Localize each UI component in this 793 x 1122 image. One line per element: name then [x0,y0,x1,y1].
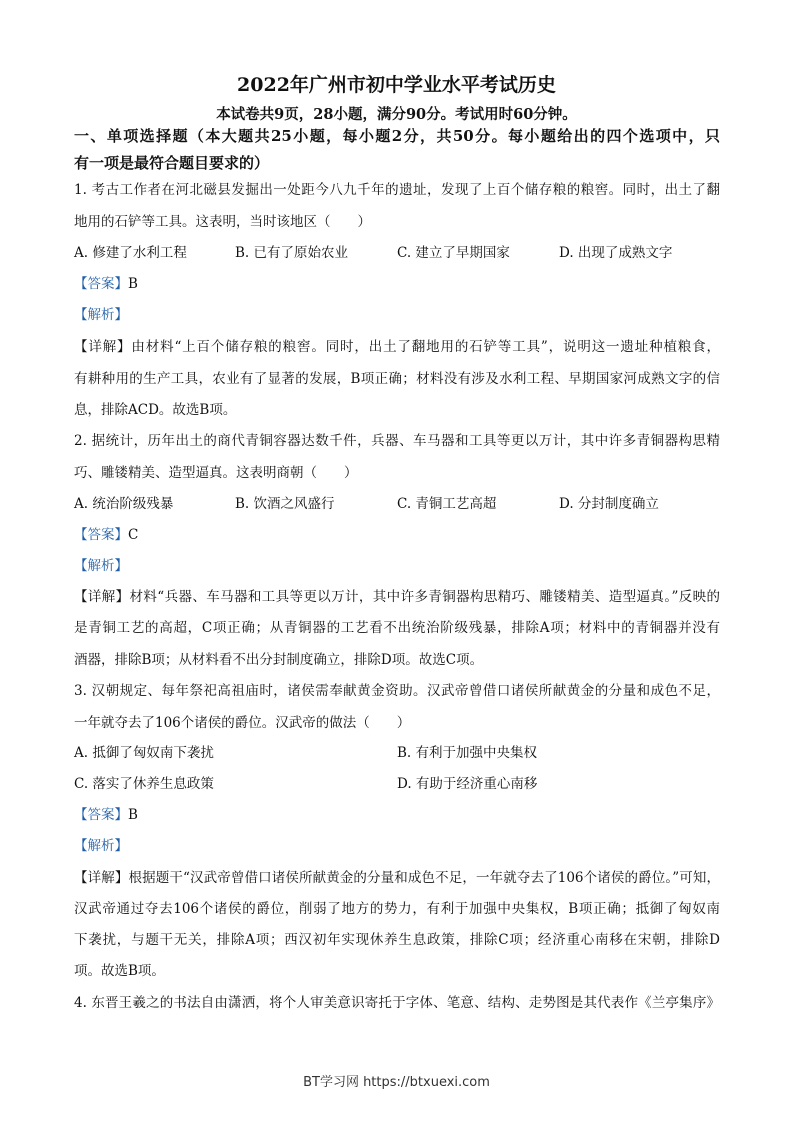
question-3-stem-cont: 一年就夺去了106个诸侯的爵位。汉武帝的做法（ ） [74,715,411,731]
analysis-tag: 【解析】 [74,307,128,323]
detail-2 [74,588,720,606]
section-heading: 一、单项选择题（本大题共25小题，每小题2分，共50分。每小题给出的四个选项中，只 [74,127,720,145]
option-a: A. 统治阶级残暴 [74,496,174,512]
option-d: D. 有助于经济重心南移 [397,776,538,792]
detail-tag: 【详解】 [74,589,130,605]
answer-value: B [128,276,138,292]
question-2-stem-cont: 巧、雕镂精美、造型逼真。这表明商朝（ ） [74,465,358,481]
detail-text: 材料“兵器、车马器和工具等更以万计，其中许多青铜器构思精巧、雕镂精美、造型逼真。”反映的 [129,589,720,605]
detail-3-line: 项。故选B项。 [74,963,165,979]
answer-tag: 【答案】 [74,276,128,292]
option-c: C. 落实了休养生息政策 [74,776,214,792]
question-1-stem-cont: 地用的石铲等工具。这表明，当时该地区（ ） [74,214,371,230]
analysis-tag: 【解析】 [74,558,128,574]
answer-value: C [128,527,139,543]
answer-1 [74,275,720,293]
detail-1 [74,338,720,356]
option-c: C. 青铜工艺高超 [397,496,497,512]
question-3-stem: 3. 汉朝规定、每年祭祀高祖庙时，诸侯需奉献黄金资助。汉武帝曾借口诸侯所献黄金的分量和成色不足， [74,683,720,699]
answer-tag: 【答案】 [74,527,128,543]
question-2-stem: 2. 据统计，历年出土的商代青铜容器达数千件，兵器、车马器和工具等更以万计，其中许多青铜器构思精 [74,433,720,449]
option-a: A. 修建了水利工程 [74,245,187,261]
page-title: 2022年广州市初中学业水平考试历史 [237,74,556,96]
option-c: C. 建立了早期国家 [397,245,510,261]
answer-2 [74,526,720,544]
option-d: D. 出现了成熟文字 [559,245,673,261]
detail-tag: 【详解】 [74,870,129,886]
detail-tag: 【详解】 [74,339,132,355]
detail-3 [74,869,720,887]
option-a: A. 抵御了匈奴南下袭扰 [74,745,214,761]
answer-3 [74,806,720,824]
detail-3-line: 下袭扰，与题干无关，排除A项；西汉初年实现休养生息政策，排除C项；经济重心南移在宋朝，排除D [74,932,720,948]
detail-2-line: 酒器，排除B项；从材料看不出分封制度确立，排除D项。故选C项。 [74,652,484,668]
option-b: B. 有利于加强中央集权 [397,745,538,761]
question-4-stem: 4. 东晋王羲之的书法自由潇洒，将个人审美意识寄托于字体、笔意、结构、走势图是其代表作《兰亭集序》 [74,995,720,1011]
detail-1-line: 息，排除ACD。故选B项。 [74,402,237,418]
detail-text: 根据题干“汉武帝曾借口诸侯所献黄金的分量和成色不足，一年就夺去了106个诸侯的爵位。”可知， [128,870,720,886]
answer-tag: 【答案】 [74,807,128,823]
section-heading-cont: 有一项是最符合题目要求的） [74,154,270,172]
question-1-stem: 1. 考古工作者在河北磁县发掘出一处距今八九千年的遗址，发现了上百个储存粮的粮窖。同时，出土了翻 [74,182,720,198]
detail-text: 由材料“上百个储存粮的粮窖。同时，出土了翻地用的石铲等工具”，说明这一遗址种植粮食， [131,339,721,355]
detail-1-line: 有耕种用的生产工具，农业有了显著的发展，B项正确；材料没有涉及水利工程、早期国家河成熟文字的信 [74,371,720,387]
detail-2-line: 是青铜工艺的高超，C项正确；从青铜器的工艺看不出统治阶级残暴，排除A项；材料中的青铜器并没有 [74,620,720,636]
answer-value: B [128,807,138,823]
option-d: D. 分封制度确立 [559,496,659,512]
exam-info: 本试卷共9页，28小题，满分90分。考试用时60分钟。 [216,106,577,123]
analysis-tag: 【解析】 [74,838,128,854]
detail-3-line: 汉武帝通过夺去106个诸侯的爵位，削弱了地方的势力，有利于加强中央集权，B项正确；抵御了匈奴南 [74,901,720,917]
option-b: B. 饮酒之风盛行 [235,496,335,512]
option-b: B. 已有了原始农业 [235,245,349,261]
footer-watermark: BT学习网 https://btxuexi.com [303,1075,490,1090]
